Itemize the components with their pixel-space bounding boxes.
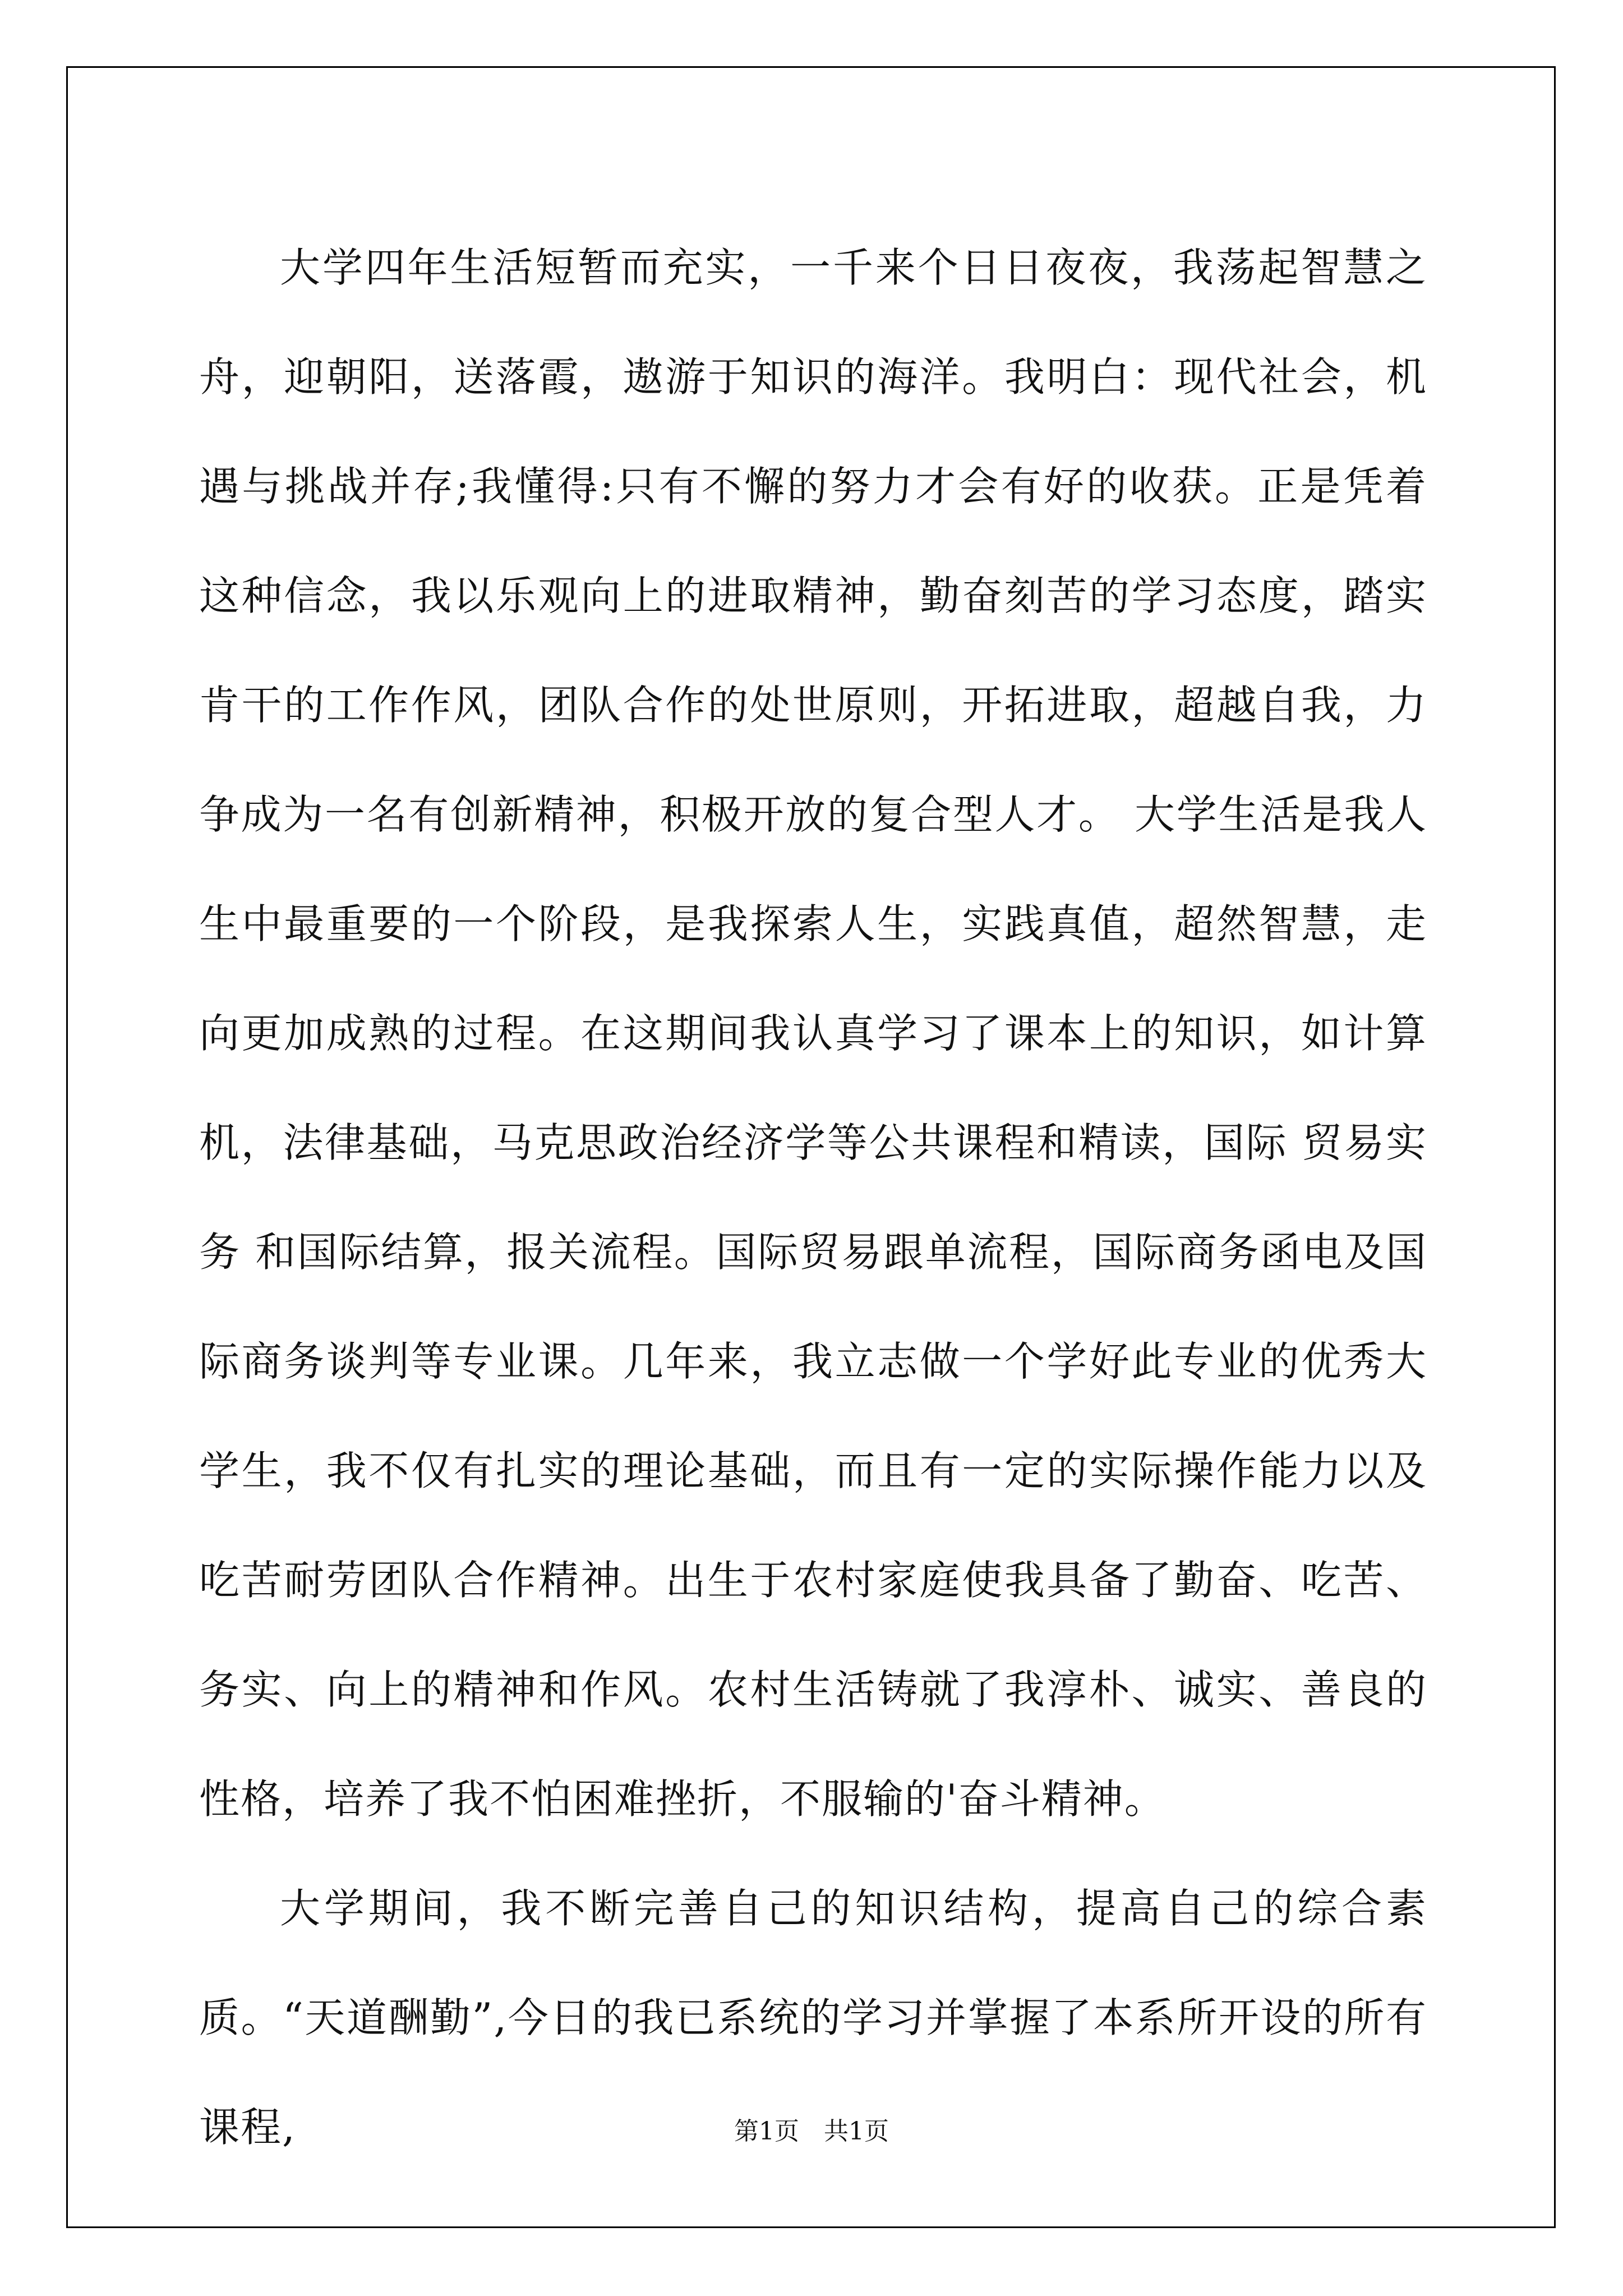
paragraph-1: 大学四年生活短暂而充实，一千来个日日夜夜，我荡起智慧之舟，迎朝阳，送落霞，遨游于知识的海洋。我明白：现代社会，机遇与挑战并存;我懂得:只有不懈的努力才会有好的收获。正是凭着这种信念，我以乐观向上的进取精神，勤奋刻苦的学习态度，踏实肯干的工作作风，团队合作的处世原则，开拓进取，超越自我，力争成为一名有创新精神，积极开放的复合型人才。 大学生活是我人生中最重要的一个阶段，是我探索人生，实践真值，超然智慧，走向更加成熟的过程。在这期间我认真学习了课本上的知识，如计算机，法律基础，马克思政治经济学等公共课程和精读，国际 贸易实务 和国际结算，报关流程。国际贸易跟单流程，国际商务函电及国际商务谈判等专业课。几年来，我立志做一个学好此专业的优秀大学生，我不仅有扎实的理论基础，而且有一定的实际操作能力以及吃苦耐劳团队合作精神。出生于农村家庭使我具备了勤奋、吃苦、务实、向上的精神和作风。农村生活铸就了我淳朴、诚实、善良的性格，培养了我不怕困难挫折，不服输的'奋斗精神。 (199, 244, 1427, 1823)
paragraph-2: 大学期间，我不断完善自己的知识结构，提高自己的综合素质。“天道酬勤”,今日的我已系统的学习并掌握了本系所开设的所有课程, (199, 1885, 1427, 2151)
page-footer (0, 2115, 1623, 2148)
document-body (199, 213, 1427, 2182)
page-number-label: 第1页 共1页 (734, 2117, 889, 2146)
